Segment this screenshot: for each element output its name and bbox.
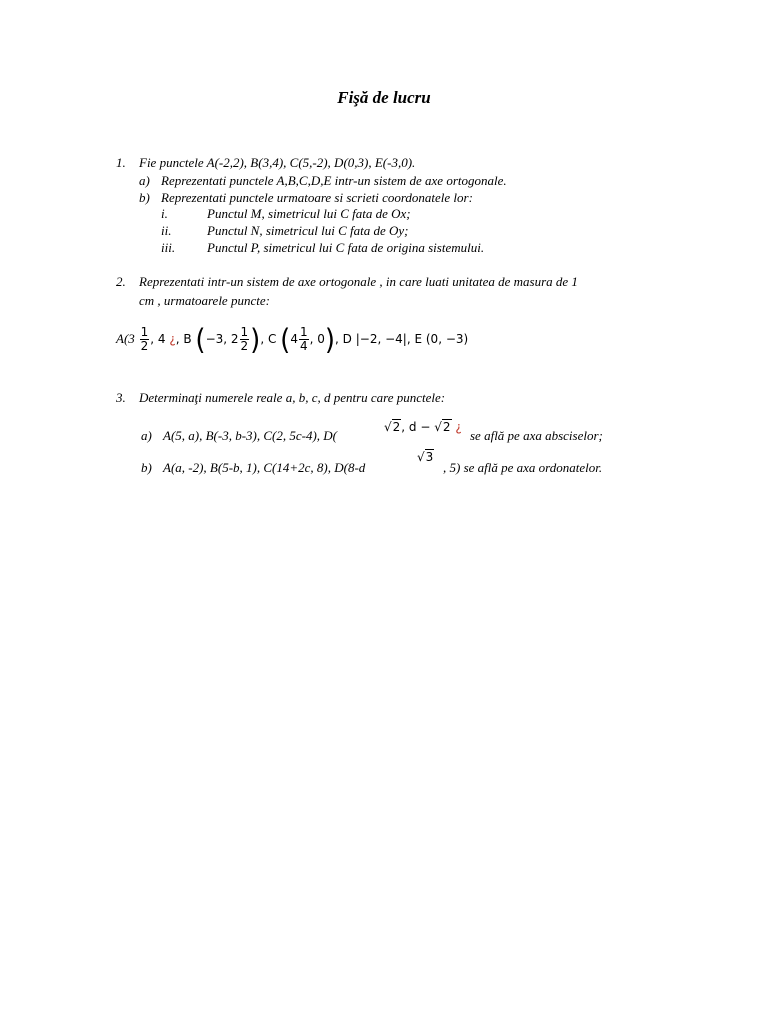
ex2-number: 2. [116, 274, 126, 289]
ex1-i-text: Punctul M, simetricul lui C fata de Ox; [207, 206, 411, 221]
ex2-formula [116, 323, 469, 356]
point-d-sep: , D [335, 332, 352, 346]
point-a-prefix: A(3 [116, 331, 135, 346]
ex3-b-text: A(a, -2), B(5-b, 1), C(14+2c, 8), D(8-d [163, 460, 366, 475]
point-e-body: (0, −3) [425, 332, 469, 346]
close-paren: ) [324, 323, 336, 356]
ex1-number: 1. [116, 155, 126, 170]
sqrt-3: √3 [417, 450, 434, 464]
ex2-line2: cm , urmatoarele puncte: [139, 293, 270, 308]
ex1-b-label: b) [139, 190, 150, 205]
sqrt-2: √2 [434, 420, 451, 434]
point-b-fraction [240, 326, 250, 353]
point-b-body: −3, 2 [205, 332, 239, 346]
render-error-glyph: ¿ [169, 332, 176, 346]
ex3-a-label: a) [141, 428, 152, 443]
radicand: 3 [425, 450, 434, 464]
sqrt-2: √2 [384, 420, 401, 434]
fraction-numerator: 1 [299, 325, 308, 339]
radicand: 2 [442, 420, 451, 434]
point-c-sep: , C [260, 332, 277, 346]
point-b-sep: , B [175, 332, 192, 346]
ex3-text: Determinaţi numerele reale a, b, c, d pentru care punctele: [139, 390, 446, 405]
ex3-a-tail: se află pe axa absciselor; [470, 428, 603, 443]
fraction-numerator: 1 [240, 325, 249, 339]
ex1-i-label: i. [161, 206, 168, 221]
point-a-rest: , 4 [150, 332, 166, 346]
ex1-ii-text: Punctul N, simetricul lui C fata de Oy; [207, 223, 409, 238]
ex3-a-text: A(5, a), B(-3, b-3), C(2, 5c-4), D( [163, 428, 338, 443]
ex1-a-text: Reprezentati punctele A,B,C,D,E intr-un sistem de axe ortogonale. [161, 173, 507, 188]
fraction-numerator: 1 [140, 325, 149, 339]
ex3-a-formula [384, 420, 462, 434]
point-a-fraction [140, 326, 150, 353]
point-d-body: |−2, −4| [355, 332, 407, 346]
ex1-a-label: a) [139, 173, 150, 188]
ex1-iii-text: Punctul P, simetricul lui C fata de origina sistemului. [207, 240, 485, 255]
ex3-number: 3. [116, 390, 126, 405]
ex2-line1: Reprezentati intr-un sistem de axe ortogonale , in care luati unitatea de masura de 1 [139, 274, 578, 289]
fraction-denominator: 2 [140, 339, 149, 353]
ex3-b-label: b) [141, 460, 152, 475]
ex3-b-formula [417, 450, 434, 464]
ex3-b-tail: , 5) se află pe axa ordonatelor. [443, 460, 603, 475]
point-c-body: 4 [290, 332, 298, 346]
open-paren: ( [280, 323, 291, 356]
point-e-sep: , E [406, 332, 423, 346]
ex1-text: Fie punctele A(-2,2), B(3,4), C(5,-2), D(0,3), E(-3,0). [139, 155, 416, 170]
ex1-b-text: Reprezentati punctele urmatoare si scrieti coordonatele lor: [161, 190, 473, 205]
render-error-glyph: ¿ [455, 420, 462, 434]
fraction-denominator: 4 [299, 339, 308, 353]
ex1-ii-label: ii. [161, 223, 172, 238]
point-c-fraction [299, 326, 309, 353]
page-title: Fişă de lucru [337, 88, 431, 107]
ex1-iii-label: iii. [161, 240, 176, 255]
point-c-rest: , 0 [309, 332, 325, 346]
ex3-a-mid: , d − [401, 420, 431, 434]
open-paren: ( [195, 323, 206, 356]
radicand: 2 [392, 420, 401, 434]
fraction-denominator: 2 [240, 339, 249, 353]
close-paren: ) [250, 323, 261, 356]
